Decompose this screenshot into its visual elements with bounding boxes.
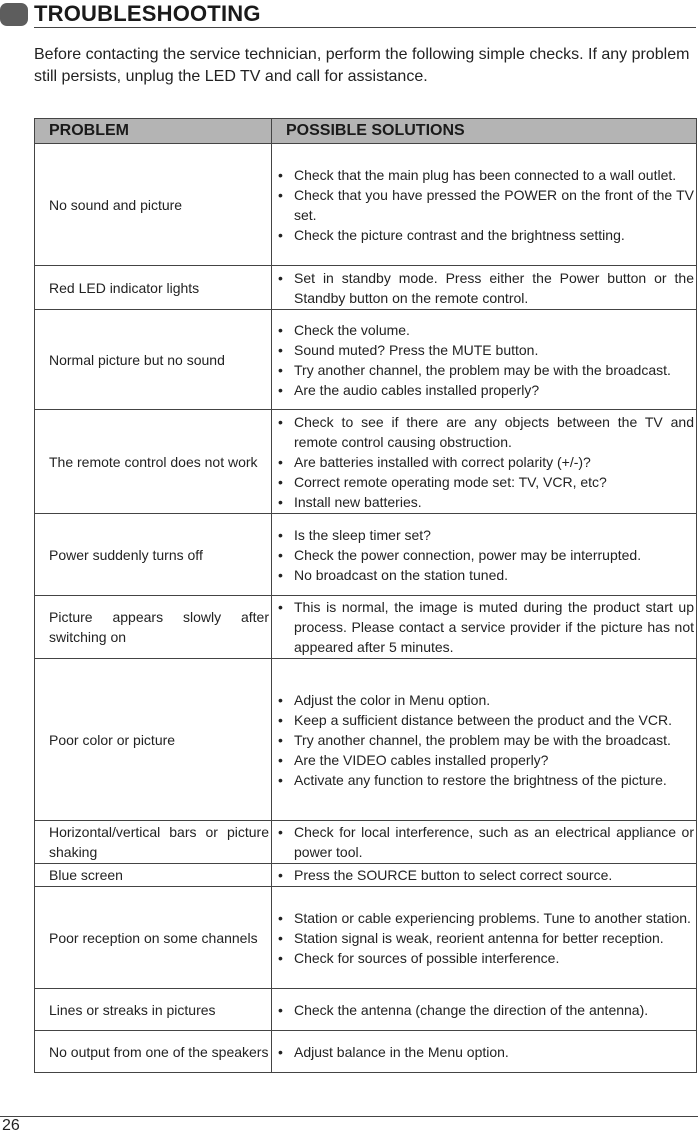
table-row xyxy=(35,887,697,989)
table-row xyxy=(35,596,697,659)
problem-cell: Red LED indicator lights xyxy=(35,266,272,310)
solution-item: • Check for sources of possible interference. xyxy=(276,948,694,968)
solution-item: • Check for local interference, such as an electrical appliance or power tool. xyxy=(276,822,694,862)
header-rule xyxy=(34,27,696,28)
solution-list xyxy=(276,865,694,885)
problem-cell: No sound and picture xyxy=(35,144,272,266)
solutions-cell xyxy=(272,144,697,266)
table-row xyxy=(35,864,697,887)
solution-item: • No broadcast on the station tuned. xyxy=(276,565,694,585)
solutions-cell xyxy=(272,410,697,514)
solution-item: • Try another channel, the problem may be with the broadcast. xyxy=(276,360,694,380)
solution-item: • Try another channel, the problem may be with the broadcast. xyxy=(276,730,694,750)
solution-list xyxy=(276,268,694,308)
solutions-cell xyxy=(272,821,697,864)
solution-item: • Install new batteries. xyxy=(276,492,694,512)
page-title: TROUBLESHOOTING xyxy=(34,1,261,26)
problem-cell: Blue screen xyxy=(35,864,272,887)
intro-paragraph: Before contacting the service technician, perform the following simple checks. If any problem still persists, unplug the LED TV and call for assistance. xyxy=(34,46,690,85)
solution-item: • Check that you have pressed the POWER on the front of the TV set. xyxy=(276,185,694,225)
solution-list xyxy=(276,165,694,245)
solution-item: • Correct remote operating mode set: TV, VCR, etc? xyxy=(276,472,694,492)
table-row xyxy=(35,266,697,310)
solution-list xyxy=(276,822,694,862)
table-row xyxy=(35,144,697,266)
solution-list xyxy=(276,320,694,400)
solution-list xyxy=(276,1042,694,1062)
solution-item: • Are batteries installed with correct polarity (+/-)? xyxy=(276,452,694,472)
solution-item: • Station or cable experiencing problems. Tune to another station. xyxy=(276,908,694,928)
problem-cell: Poor color or picture xyxy=(35,659,272,821)
solutions-cell xyxy=(272,659,697,821)
table-row xyxy=(35,659,697,821)
header-tab-marker xyxy=(0,3,28,26)
table-row xyxy=(35,989,697,1031)
solutions-cell xyxy=(272,887,697,989)
solution-item: • Is the sleep timer set? xyxy=(276,525,694,545)
problem-cell: Normal picture but no sound xyxy=(35,310,272,410)
solutions-cell xyxy=(272,514,697,596)
solution-item: • Adjust the color in Menu option. xyxy=(276,690,694,710)
solution-item: • Station signal is weak, reorient antenna for better reception. xyxy=(276,928,694,948)
footer-rule xyxy=(0,1116,698,1117)
solution-list xyxy=(276,690,694,790)
solution-list xyxy=(276,412,694,512)
solution-item: • Set in standby mode. Press either the Power button or the Standby button on the remote control. xyxy=(276,268,694,308)
solutions-cell xyxy=(272,310,697,410)
solution-item: • Check the power connection, power may be interrupted. xyxy=(276,545,694,565)
solution-item: • Are the audio cables installed properly? xyxy=(276,380,694,400)
solution-item: • Are the VIDEO cables installed properly? xyxy=(276,750,694,770)
solutions-cell xyxy=(272,864,697,887)
solution-item: • Activate any function to restore the brightness of the picture. xyxy=(276,770,694,790)
troubleshooting-table xyxy=(34,118,697,1073)
solutions-cell xyxy=(272,596,697,659)
problem-cell: Picture appears slowly after switching on xyxy=(35,596,272,659)
table-header-row xyxy=(35,119,697,144)
solution-item: • Keep a sufficient distance between the product and the VCR. xyxy=(276,710,694,730)
solution-item: • Check to see if there are any objects between the TV and remote control causing obstruction. xyxy=(276,412,694,452)
solution-list xyxy=(276,597,694,657)
problem-cell: Horizontal/vertical bars or picture shaking xyxy=(35,821,272,864)
problem-column-header: PROBLEM xyxy=(35,119,272,144)
table-row xyxy=(35,821,697,864)
table-row xyxy=(35,310,697,410)
page-number: 26 xyxy=(2,1117,20,1134)
problem-cell: Poor reception on some channels xyxy=(35,887,272,989)
solutions-column-header: POSSIBLE SOLUTIONS xyxy=(272,119,697,144)
solution-list xyxy=(276,908,694,968)
solutions-cell xyxy=(272,266,697,310)
solutions-cell xyxy=(272,989,697,1031)
solution-list xyxy=(276,1000,694,1020)
problem-cell: Power suddenly turns off xyxy=(35,514,272,596)
problem-cell: Lines or streaks in pictures xyxy=(35,989,272,1031)
table-row xyxy=(35,514,697,596)
problem-cell: The remote control does not work xyxy=(35,410,272,514)
solution-item: • Check the antenna (change the direction of the antenna). xyxy=(276,1000,694,1020)
solutions-cell xyxy=(272,1031,697,1073)
table-row xyxy=(35,1031,697,1073)
solution-list xyxy=(276,525,694,585)
solution-item: • Check the volume. xyxy=(276,320,694,340)
table-row xyxy=(35,410,697,514)
page-header xyxy=(0,0,698,30)
solution-item: • This is normal, the image is muted during the product start up process. Please contact a service provider if the picture has not appeared after 5 minutes. xyxy=(276,597,694,657)
solution-item: • Press the SOURCE button to select correct source. xyxy=(276,865,694,885)
solution-item: • Check the picture contrast and the brightness setting. xyxy=(276,225,694,245)
problem-cell: No output from one of the speakers xyxy=(35,1031,272,1073)
solution-item: • Adjust balance in the Menu option. xyxy=(276,1042,694,1062)
solution-item: • Check that the main plug has been connected to a wall outlet. xyxy=(276,165,694,185)
solution-item: • Sound muted? Press the MUTE button. xyxy=(276,340,694,360)
